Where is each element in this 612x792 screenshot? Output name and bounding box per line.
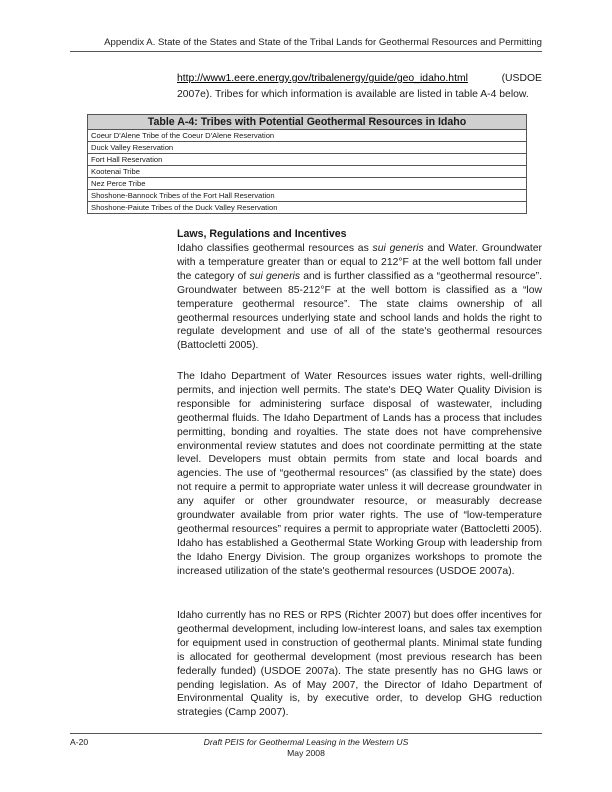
table-row bbox=[88, 202, 527, 214]
page-number: A-20 bbox=[70, 737, 89, 747]
intro-line-2: 2007e). Tribes for which information is available are listed in table A-4 below. bbox=[177, 88, 529, 100]
tribes-table bbox=[87, 114, 527, 214]
table-cell: Fort Hall Reservation bbox=[88, 154, 527, 166]
running-header: Appendix A. State of the States and State of the Tribal Lands for Geothermal Resources and Permitting bbox=[104, 37, 542, 48]
paragraph-classification bbox=[177, 242, 542, 353]
latin-term: sui generis bbox=[249, 270, 301, 282]
tribal-energy-link[interactable]: http://www1.eere.energy.gov/tribalenergy/guide/geo_idaho.html bbox=[177, 73, 468, 84]
paragraph-text: Idaho currently has no RES or RPS (Richter 2007) but does offer incentives for geothermal development, including low-interest loans, and sales tax exemption for equipment used in construction of geothermal plants. Minimal state funding is allocated for geothermal development (most previous research has been federally funded) (USDOE 2007a). The state presently has no GHG laws or pending legislation. As of May 2007, the Director of Idaho Department of Environmental Quality is, by executive order, to develop GHG reduction strategies (Camp 2007). bbox=[177, 610, 542, 719]
paragraph-permitting bbox=[177, 370, 542, 579]
table-row bbox=[88, 154, 527, 166]
table-row bbox=[88, 178, 527, 190]
paragraph-text: The Idaho Department of Water Resources issues water rights, well-drilling permits, and injection well permits. The state's DEQ Water Quality Division is responsible for administering surface disposal of wastewater, including geothermal fluids. The Idaho Department of Lands has a process that includes permitting, bonding and royalties. The state does not have comprehensive environmental review statutes and does not coordinate permitting at the state level. Developers must obtain permits from state and local boards and agencies. The use of “geothermal resources” (as classified by the state) does not require a permit to appropriate water unless it will decrease groundwater in any aquifer or other groundwater resource, or measurably decrease groundwater available from prior water rights. The use of “low-temperature geothermal resources” requires a permit to appropriate water (Battocletti 2005). Idaho has established a Geothermal State Working Group with leadership from the Idaho Energy Division. The group organizes workshops to promote the increased utilization of the state's geothermal resources (USDOE 2007a). bbox=[177, 371, 542, 577]
table-cell: Duck Valley Reservation bbox=[88, 142, 527, 154]
paragraph-incentives bbox=[177, 609, 542, 720]
latin-term: sui generis bbox=[372, 243, 424, 254]
footer-doc-title: Draft PEIS for Geothermal Leasing in the Western US bbox=[203, 737, 409, 747]
table-title: Table A-4: Tribes with Potential Geothermal Resources in Idaho bbox=[87, 114, 527, 129]
intro-citation-start: (USDOE bbox=[501, 73, 542, 84]
table-row bbox=[88, 166, 527, 178]
table-cell: Kootenai Tribe bbox=[88, 166, 527, 178]
header-rule bbox=[70, 51, 542, 52]
intro-paragraph bbox=[177, 71, 542, 102]
table-row bbox=[88, 190, 527, 202]
text-run: and Water. Groundwater with a temperature greater than or equal to 212°F at the well bottom fall under the category of bbox=[177, 243, 542, 282]
table-cell: Coeur D'Alene Tribe of the Coeur D'Alene Reservation bbox=[88, 130, 527, 142]
footer-date: May 2008 bbox=[287, 748, 325, 758]
table-row bbox=[88, 142, 527, 154]
text-run: and is further classified as a “geothermal resource”. Groundwater between 85-212°F at the well bottom is classified as a “low temperature geothermal resource”. The state claims ownership of all geothermal resources underlying state and school lands and holds the right to regulate development and use of all of the state's geothermal resources (Battocletti 2005). bbox=[177, 270, 543, 352]
table-cell: Shoshone-Paiute Tribes of the Duck Valley Reservation bbox=[88, 202, 527, 214]
footer-doc-info bbox=[0, 737, 612, 759]
table-cell: Nez Perce Tribe bbox=[88, 178, 527, 190]
section-heading: Laws, Regulations and Incentives bbox=[177, 228, 347, 240]
footer-rule bbox=[70, 733, 542, 734]
text-run: Idaho classifies geothermal resources as bbox=[177, 243, 373, 254]
table-row bbox=[88, 130, 527, 142]
table-cell: Shoshone-Bannock Tribes of the Fort Hall Reservation bbox=[88, 190, 527, 202]
